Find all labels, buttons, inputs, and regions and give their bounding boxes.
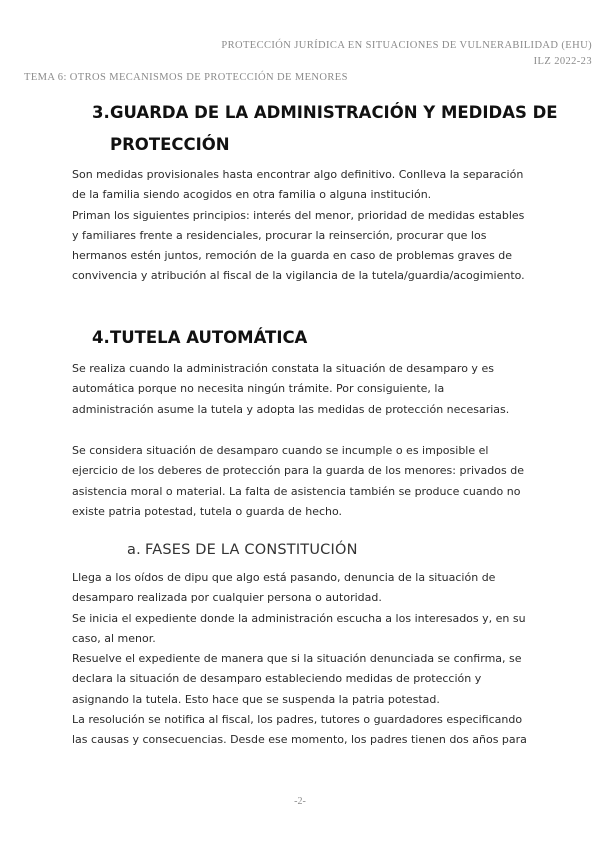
subsection-a-paragraph	[72, 568, 532, 751]
paragraph-line: hermanos estén juntos, remoción de la guarda en caso de problemas graves de	[72, 249, 513, 263]
paragraph-line: desamparo realizada por cualquier persona o autoridad.	[72, 591, 382, 605]
page-number: -2-	[294, 796, 306, 807]
section-3-title-line1: GUARDA DE LA ADMINISTRACIÓN Y MEDIDAS DE	[110, 103, 558, 122]
paragraph-line: las causas y consecuencias. Desde ese momento, los padres tienen dos años para	[72, 733, 527, 747]
paragraph-line: asignando la tutela. Esto hace que se suspenda la patria potestad.	[72, 692, 440, 706]
paragraph-line: Se realiza cuando la administración constata la situación de desamparo y es	[72, 362, 494, 375]
paragraph-line: Priman los siguientes principios: interés del menor, prioridad de medidas estables	[72, 208, 525, 222]
paragraph-line: Son medidas provisionales hasta encontrar algo definitivo. Conlleva la separación	[72, 168, 524, 181]
paragraph-line: Se considera situación de desamparo cuando se incumple o es imposible el	[72, 444, 489, 457]
subsection-a-letter: a.	[127, 542, 141, 558]
paragraph-line: Se inicia el expediente donde la administración escucha a los interesados y, en su	[72, 611, 526, 625]
subsection-a-heading	[127, 542, 358, 558]
section-3-heading	[92, 103, 558, 122]
section-3-number: 3.	[92, 103, 110, 122]
subsection-a-title: FASES DE LA CONSTITUCIÓN	[145, 542, 358, 558]
section-3-paragraph	[72, 165, 532, 287]
paragraph-line: existe patria potestad, tutela o guarda de hecho.	[72, 504, 343, 518]
paragraph-line: Llega a los oídos de dipu que algo está pasando, denuncia de la situación de	[72, 571, 496, 584]
section-4-paragraph-1	[72, 359, 532, 420]
paragraph-line: administración asume la tutela y adopta las medidas de protección necesarias.	[72, 402, 510, 416]
section-4-title: TUTELA AUTOMÁTICA	[110, 328, 308, 347]
header-year: ILZ 2022-23	[533, 56, 592, 67]
section-4-number: 4.	[92, 328, 110, 347]
paragraph-line: ejercicio de los deberes de protección para la guarda de los menores: privados de	[72, 464, 524, 478]
paragraph-line: caso, al menor.	[72, 631, 156, 645]
paragraph-line: La resolución se notifica al fiscal, los padres, tutores o guardadores especificando	[72, 713, 523, 727]
paragraph-line: declara la situación de desamparo estableciendo medidas de protección y	[72, 672, 482, 686]
paragraph-line: asistencia moral o material. La falta de asistencia también se produce cuando no	[72, 484, 521, 498]
header-topic: TEMA 6: OTROS MECANISMOS DE PROTECCIÓN DE MENORES	[24, 72, 348, 83]
paragraph-line: de la familia siendo acogidos en otra familia o alguna institución.	[72, 188, 432, 202]
header-course-title: PROTECCIÓN JURÍDICA EN SITUACIONES DE VULNERABILIDAD (EHU)	[221, 40, 592, 51]
paragraph-line: Resuelve el expediente de manera que si la situación denunciada se confirma, se	[72, 652, 522, 666]
section-4-paragraph-2	[72, 441, 532, 522]
paragraph-line: convivencia y atribución al fiscal de la vigilancia de la tutela/guardia/acogimiento.	[72, 269, 525, 283]
paragraph-line: automática porque no necesita ningún trámite. Por consiguiente, la	[72, 382, 445, 396]
paragraph-line: y familiares frente a residenciales, procurar la reinserción, procurar que los	[72, 228, 487, 242]
section-4-heading	[92, 328, 307, 347]
section-3-title-line2: PROTECCIÓN	[110, 135, 230, 154]
